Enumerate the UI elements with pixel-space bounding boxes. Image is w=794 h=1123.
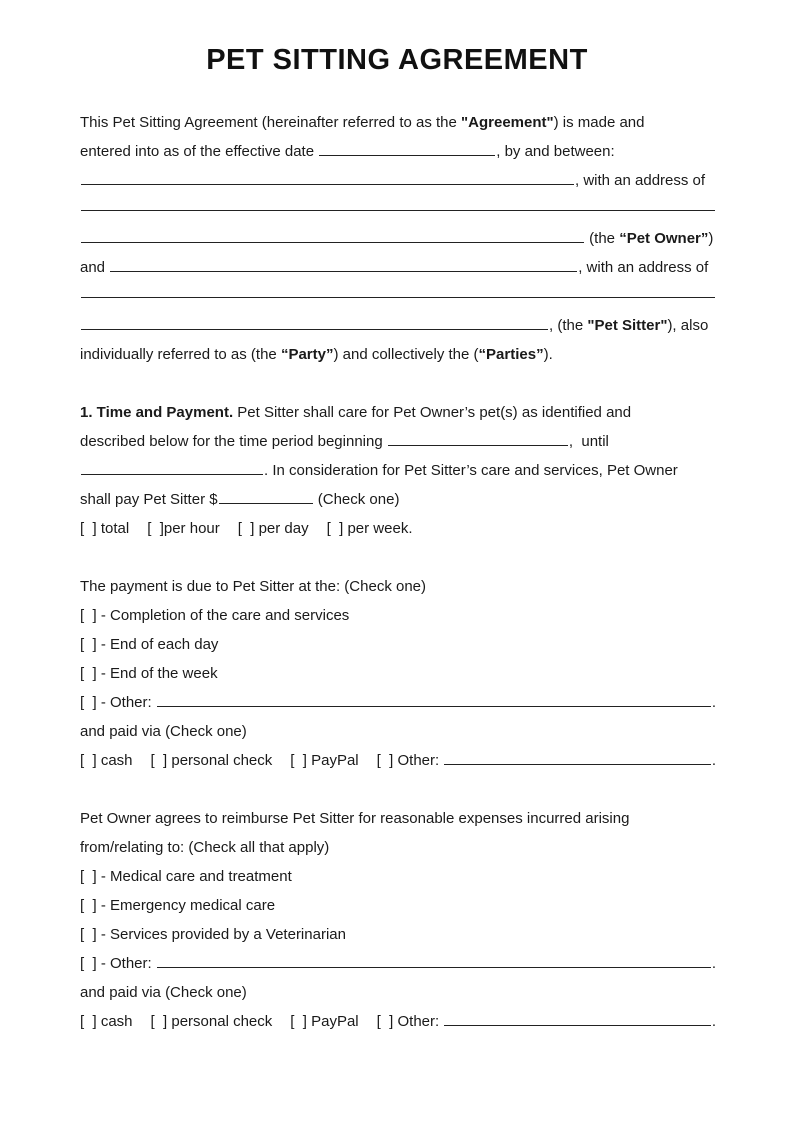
section-text: , until (568, 433, 609, 450)
intro-line-6 (80, 253, 716, 282)
checkbox-end-of-week[interactable]: [ ] - End of the week (80, 665, 218, 682)
pet-sitter-term: "Pet Sitter" (587, 317, 668, 334)
intro-line-1 (80, 108, 716, 137)
parties-term: “Parties” (478, 346, 544, 363)
agreement-term: "Agreement" (461, 114, 554, 131)
intro-line-4 (80, 195, 716, 224)
intro-line-3 (80, 166, 716, 195)
payment-amount-field[interactable] (219, 488, 313, 504)
reimburse-paid-via-options (80, 1007, 716, 1036)
section-1-line-4 (80, 485, 716, 514)
paid-via-options (80, 746, 716, 775)
intro-line-7 (80, 282, 716, 311)
end-date-field[interactable] (81, 459, 263, 475)
intro-line-5 (80, 224, 716, 253)
intro-text: ) is made and (553, 114, 645, 131)
intro-text: , (the (549, 317, 588, 334)
pet-owner-term: “Pet Owner” (619, 230, 709, 247)
intro-line-8 (80, 311, 716, 340)
checkbox-via-other[interactable]: [ ] Other: (376, 1013, 444, 1030)
period: . (711, 1013, 716, 1030)
checkbox-per-day[interactable]: [ ] per day (237, 520, 309, 537)
start-date-field[interactable] (388, 430, 568, 446)
section-text: (Check one) (313, 491, 400, 508)
checkbox-end-of-day[interactable]: [ ] - End of each day (80, 636, 219, 653)
section-text: . In consideration for Pet Sitter’s care and services, Pet Owner (264, 462, 678, 479)
pet-owner-address-field[interactable] (81, 195, 715, 211)
section-text: Pet Sitter shall care for Pet Owner’s pet(s) as identified and (233, 404, 632, 421)
intro-text: (the (585, 230, 620, 247)
section-1-line-1 (80, 398, 716, 427)
intro-text: ). (543, 346, 553, 363)
checkbox-medical-care[interactable]: [ ] - Medical care and treatment (80, 868, 292, 885)
checkbox-personal-check[interactable]: [ ] personal check (150, 1013, 273, 1030)
intro-text: , with an address of (575, 172, 706, 189)
intro-text: This Pet Sitting Agreement (hereinafter referred to as the (80, 114, 462, 131)
checkbox-paypal[interactable]: [ ] PayPal (290, 752, 359, 769)
intro-text: and (80, 259, 110, 276)
pet-sitter-name-field[interactable] (110, 256, 577, 272)
reimburse-line-1: Pet Owner agrees to reimburse Pet Sitter for reasonable expenses incurred arising (80, 810, 630, 827)
intro-line-9 (80, 340, 716, 369)
checkbox-per-week[interactable]: [ ] per week. (326, 520, 413, 537)
intro-text: ), also (667, 317, 709, 334)
via-other-field[interactable] (444, 1010, 711, 1026)
document-title: PET SITTING AGREEMENT (206, 44, 588, 76)
via-other-field[interactable] (444, 749, 711, 765)
intro-text: ) and collectively the ( (333, 346, 479, 363)
intro-text: individually referred to as (the (80, 346, 281, 363)
checkbox-completion[interactable]: [ ] - Completion of the care and services (80, 607, 350, 624)
checkbox-emergency-care[interactable]: [ ] - Emergency medical care (80, 897, 276, 914)
checkbox-via-other[interactable]: [ ] Other: (376, 752, 444, 769)
reimburse-paid-via-heading: and paid via (Check one) (80, 984, 247, 1001)
payment-due-heading: The payment is due to Pet Sitter at the: (Check one) (80, 578, 427, 595)
checkbox-veterinarian[interactable]: [ ] - Services provided by a Veterinarian (80, 926, 346, 943)
section-heading: 1. Time and Payment. (80, 404, 234, 421)
reimburse-other-line (80, 949, 716, 978)
party-term: “Party” (280, 346, 334, 363)
section-1-line-2 (80, 427, 716, 456)
reimburse-line-2: from/relating to: (Check all that apply) (80, 839, 330, 856)
intro-text: , by and between: (496, 143, 615, 160)
pet-sitter-address-field[interactable] (81, 282, 715, 298)
checkbox-cash[interactable]: [ ] cash (80, 752, 133, 769)
pet-owner-name-field[interactable] (81, 169, 574, 185)
section-text: described below for the time period beginning (80, 433, 387, 450)
checkbox-personal-check[interactable]: [ ] personal check (150, 752, 273, 769)
checkbox-cash[interactable]: [ ] cash (80, 1013, 133, 1030)
checkbox-paypal[interactable]: [ ] PayPal (290, 1013, 359, 1030)
intro-line-2 (80, 137, 716, 166)
period: . (711, 694, 716, 711)
pet-owner-address-field-2[interactable] (81, 227, 584, 243)
reimburse-other-field[interactable] (157, 952, 711, 968)
period: . (711, 955, 716, 972)
pet-sitter-address-field-2[interactable] (81, 314, 548, 330)
effective-date-field[interactable] (319, 140, 495, 156)
rate-options (80, 514, 716, 543)
checkbox-total[interactable]: [ ] total (80, 520, 130, 537)
intro-text: , with an address of (578, 259, 709, 276)
section-text: shall pay Pet Sitter $ (80, 491, 218, 508)
checkbox-reimburse-other[interactable]: [ ] - Other: (80, 955, 156, 972)
section-1-line-3 (80, 456, 716, 485)
intro-text: entered into as of the effective date (80, 143, 319, 160)
checkbox-due-other[interactable]: [ ] - Other: (80, 694, 156, 711)
due-other-field[interactable] (157, 691, 711, 707)
intro-text: ) (708, 230, 714, 247)
checkbox-per-hour[interactable]: [ ]per hour (147, 520, 220, 537)
agreement-body (80, 108, 716, 1036)
paid-via-heading: and paid via (Check one) (80, 723, 247, 740)
payment-due-other-line (80, 688, 716, 717)
period: . (711, 752, 716, 769)
